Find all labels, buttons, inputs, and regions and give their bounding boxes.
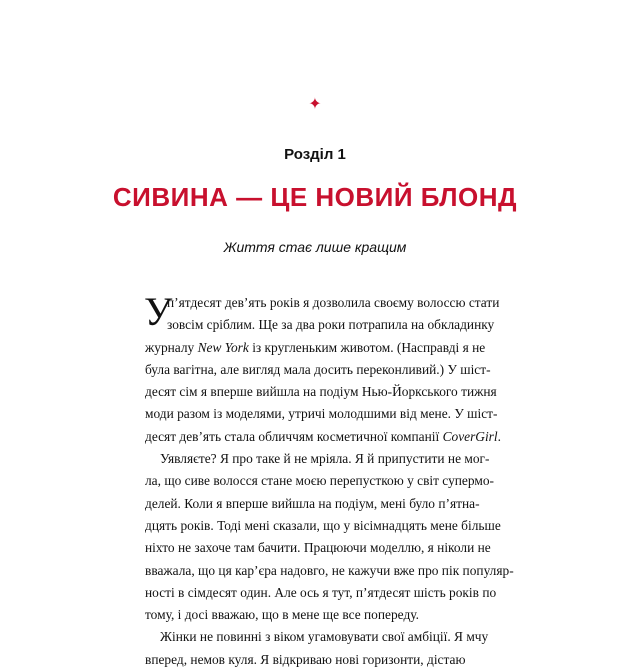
text-fragment: журналу — [145, 339, 198, 355]
paragraph-2 — [145, 448, 514, 626]
chapter-number: Розділ 1 — [284, 146, 346, 163]
text-line: моди разом із моделями, утричі молодшими від мене. У шіст- — [145, 406, 498, 422]
text-line: ла, що сиве волосся стане моєю перепусткою у світ супермо- — [145, 473, 494, 489]
star-ornament-icon: ✦ — [308, 94, 322, 113]
body-text — [144, 289, 514, 671]
text-line: десят сім я вперше вийшла на подіум Нью-Йоркського тижня — [145, 384, 497, 400]
text-line: вперед, немов куля. Я відкриваю нові горизонти, дістаю — [145, 651, 466, 667]
text-line: делей. Коли я вперше вийшла на подіум, мені було п’ятна- — [145, 495, 480, 511]
text-fragment: десят дев’ять стала обличчям косметичної компанії — [145, 428, 443, 444]
text-line: ності в сімдесят один. Але ось я тут, п’ятдесят шість років по — [145, 584, 497, 600]
text-line: ніхто не захоче там бачити. Працюючи моделлю, я ніколи не — [145, 540, 491, 556]
drop-cap: У — [144, 289, 173, 334]
text-line: Уявляєте? Я про таке й не мріяла. Я й припустити не мог- — [160, 451, 490, 467]
text-line: Жінки не повинні з віком угамовувати свої амбіції. Я мчу — [160, 629, 489, 645]
paragraph-3 — [145, 626, 489, 671]
paragraph-1 — [144, 289, 501, 448]
magazine-name: New York — [197, 339, 249, 355]
text-fragment: із кругленьким животом. (Насправді я не — [248, 339, 486, 355]
text-fragment: . — [497, 428, 501, 444]
text-line: тому, і досі вважаю, що в мене ще все попереду. — [145, 607, 419, 623]
text-line: дцять років. Тоді мені сказали, що у вісімнадцять мене більше — [145, 517, 501, 533]
text-line: п’ятдесят дев’ять років я дозволила своєму волоссю стати — [167, 295, 500, 310]
brand-name: CoverGirl — [442, 428, 498, 444]
chapter-title: СИВИНА — ЦЕ НОВИЙ БЛОНД — [112, 182, 518, 212]
text-line: зовсім сріблим. Ще за два роки потрапила на обкладинку — [167, 317, 495, 333]
text-line: була вагітна, але вигляд мала досить переконливий.) У шіст- — [145, 361, 491, 377]
text-line: вважала, що ця кар’єра надовго, не кажучи вже про пік популяр- — [145, 562, 514, 578]
epigraph: Життя стає лише кращим — [223, 239, 407, 255]
text-line — [145, 337, 486, 359]
text-line — [145, 426, 501, 448]
